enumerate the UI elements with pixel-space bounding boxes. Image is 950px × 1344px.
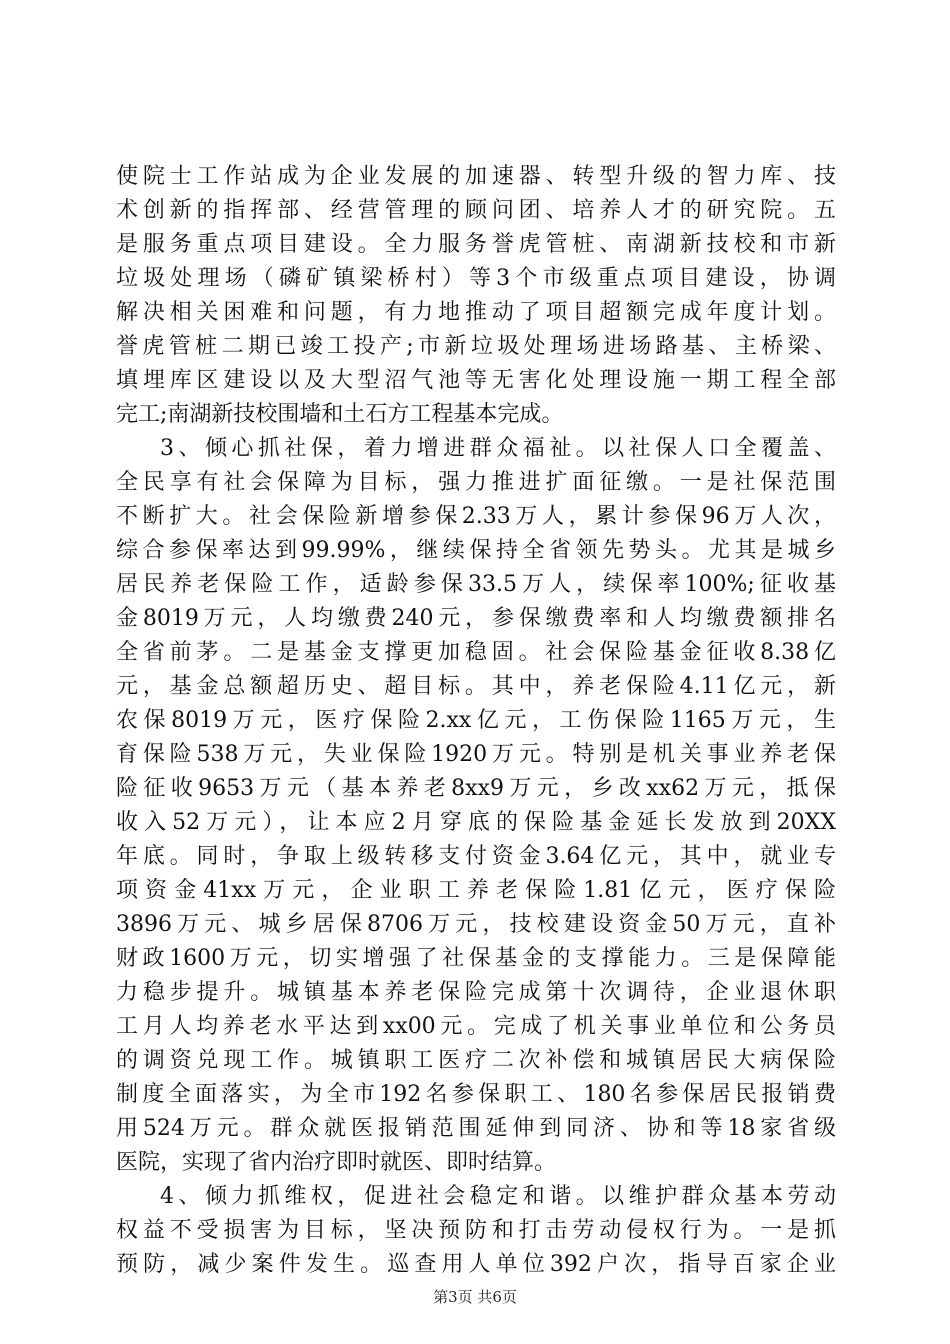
text-line: 综合参保率达到99.99%，继续保持全省领先势头。尤其是城乡 (116, 538, 836, 563)
text-line: 4、倾力抓维权，促进社会稳定和谐。以维护群众基本劳动 (160, 1184, 836, 1209)
text-line: 填埋库区建设以及大型沼气池等无害化处理设施一期工程全部 (116, 368, 836, 393)
text-line: 术创新的指挥部、经营管理的顾问团、培养人才的研究院。五 (116, 198, 836, 223)
page-number: 第3页 共6页 (433, 1288, 517, 1306)
text-line: 全民享有社会保障为目标，强力推进扩面征缴。一是社保范围 (116, 470, 836, 495)
text-line: 收入52万元），让本应2月穿底的保险基金延长发放到20XX (116, 810, 836, 835)
text-line: 金8019万元，人均缴费240元，参保缴费率和人均缴费额排名 (116, 606, 836, 631)
text-line: 元，基金总额超历史、超目标。其中，养老保险4.11亿元，新 (116, 674, 836, 699)
text-line: 居民养老保险工作，适龄参保33.5万人，续保率100%;征收基 (116, 572, 836, 597)
text-line: 完工;南湖新技校围墙和土石方工程基本完成。 (116, 402, 564, 427)
page-footer (0, 1287, 950, 1307)
text-line: 财政1600万元，切实增强了社保基金的支撑能力。三是保障能 (116, 946, 836, 971)
text-line: 险征收9653万元（基本养老8xx9万元，乡改xx62万元，抵保 (116, 776, 836, 801)
text-line: 3、倾心抓社保，着力增进群众福祉。以社保人口全覆盖、 (160, 436, 836, 461)
document-body (116, 160, 836, 1282)
text-line: 工月人均养老水平达到xx00元。完成了机关事业单位和公务员 (116, 1014, 836, 1039)
text-line: 誉虎管桩二期已竣工投产;市新垃圾处理场进场路基、主桥梁、 (116, 334, 836, 359)
text-line: 农保8019万元，医疗保险2.xx亿元，工伤保险1165万元，生 (116, 708, 836, 733)
text-line: 使院士工作站成为企业发展的加速器、转型升级的智力库、技 (116, 164, 836, 189)
text-line: 权益不受损害为目标，坚决预防和打击劳动侵权行为。一是抓 (116, 1218, 836, 1243)
text-line: 医院，实现了省内治疗即时就医、即时结算。 (116, 1150, 557, 1175)
text-line: 年底。同时，争取上级转移支付资金3.64亿元，其中，就业专 (116, 844, 836, 869)
text-line: 不断扩大。社会保险新增参保2.33万人，累计参保96万人次， (116, 504, 836, 529)
text-line: 育保险538万元，失业保险1920万元。特别是机关事业养老保 (116, 742, 836, 767)
text-line: 3896万元、城乡居保8706万元，技校建设资金50万元，直补 (116, 912, 836, 937)
text-line: 用524万元。群众就医报销范围延伸到同济、协和等18家省级 (116, 1116, 836, 1141)
text-line: 全省前茅。二是基金支撑更加稳固。社会保险基金征收8.38亿 (116, 640, 836, 665)
text-line: 的调资兑现工作。城镇职工医疗二次补偿和城镇居民大病保险 (116, 1048, 836, 1073)
text-line: 解决相关困难和问题，有力地推动了项目超额完成年度计划。 (116, 300, 836, 325)
text-line: 是服务重点项目建设。全力服务誉虎管桩、南湖新技校和市新 (116, 232, 836, 257)
text-line: 力稳步提升。城镇基本养老保险完成第十次调待，企业退休职 (116, 980, 836, 1005)
text-line: 制度全面落实，为全市192名参保职工、180名参保居民报销费 (116, 1082, 836, 1107)
text-line: 预防，减少案件发生。巡查用人单位392户次，指导百家企业 (116, 1252, 836, 1277)
text-line: 垃圾处理场（磷矿镇梁桥村）等3个市级重点项目建设，协调 (116, 266, 836, 291)
text-line: 项资金41xx万元，企业职工养老保险1.81亿元，医疗保险 (116, 878, 836, 903)
